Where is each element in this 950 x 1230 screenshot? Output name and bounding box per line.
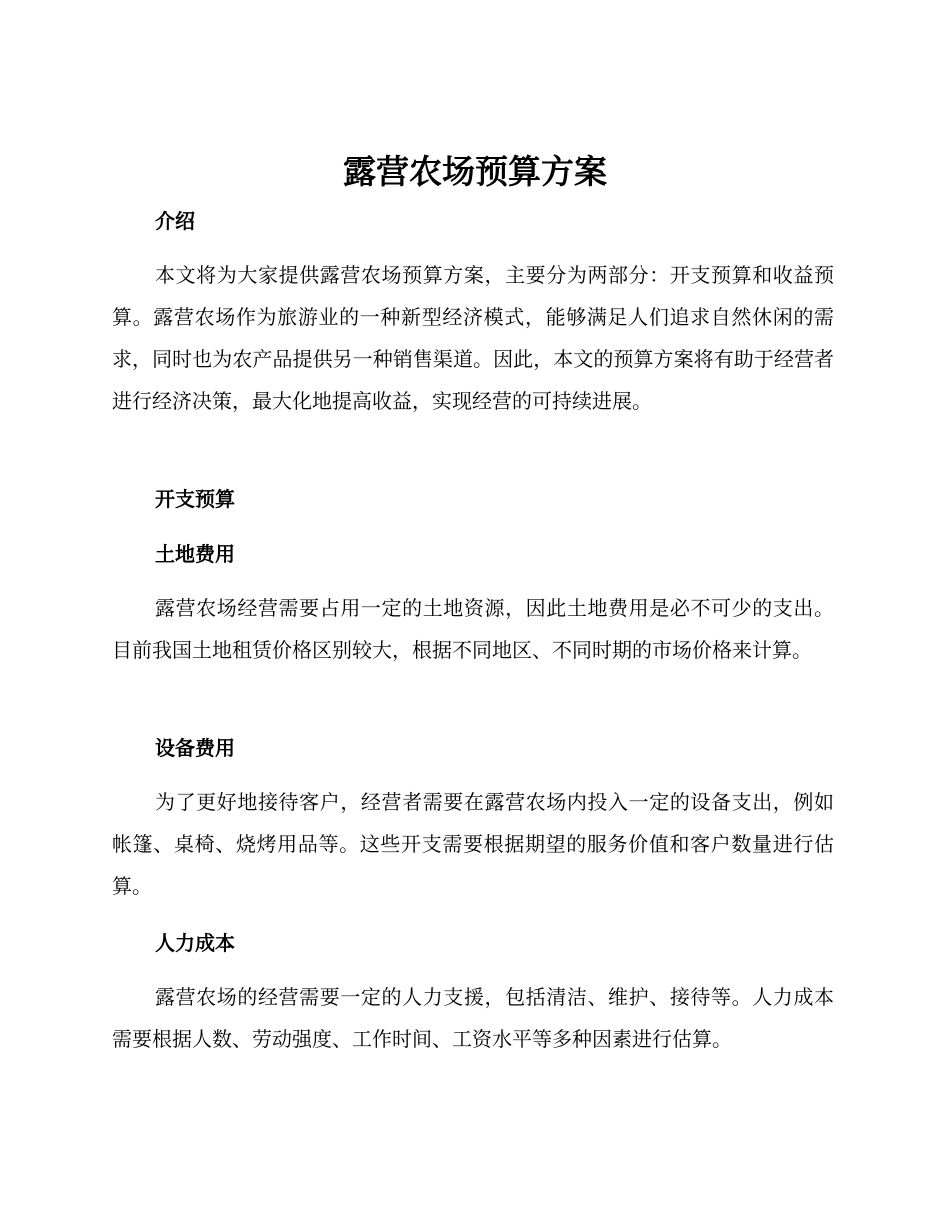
section-body-land-cost: 露营农场经营需要占用一定的土地资源，因此土地费用是必不可少的支出。目前我国土地租赁价格区别较大，根据不同地区、不同时期的市场价格来计算。	[112, 596, 834, 662]
section-heading-intro: 介绍	[155, 209, 195, 233]
section-heading-land-cost: 土地费用	[155, 542, 235, 566]
section-body-labor-cost: 露营农场的经营需要一定的人力支援，包括清洁、维护、接待等。人力成本需要根据人数、劳动强度、工作时间、工资水平等多种因素进行估算。	[112, 985, 834, 1051]
section-heading-equipment-cost: 设备费用	[155, 736, 235, 760]
section-heading-labor-cost: 人力成本	[155, 931, 235, 955]
section-heading-expense-budget: 开支预算	[155, 487, 235, 511]
section-body-equipment-cost: 为了更好地接待客户，经营者需要在露营农场内投入一定的设备支出，例如帐篷、桌椅、烧烤用品等。这些开支需要根据期望的服务价值和客户数量进行估算。	[112, 790, 834, 898]
section-body-intro: 本文将为大家提供露营农场预算方案，主要分为两部分：开支预算和收益预算。露营农场作为旅游业的一种新型经济模式，能够满足人们追求自然休闲的需求，同时也为农产品提供另一种销售渠道。因此，本文的预算方案将有助于经营者进行经济决策，最大化地提高收益，实现经营的可持续进展。	[112, 263, 834, 413]
document-title: 露营农场预算方案	[343, 152, 607, 191]
